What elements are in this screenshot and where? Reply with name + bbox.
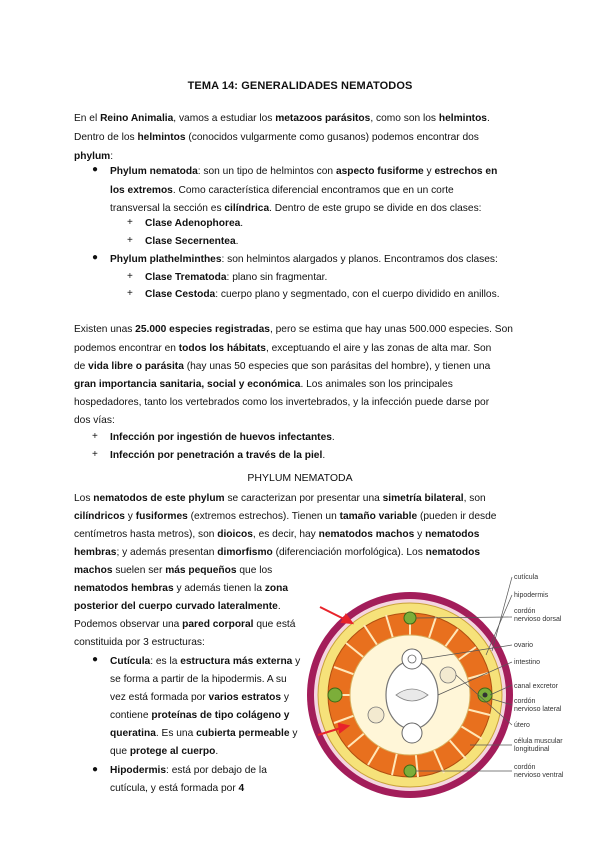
text: : plano sin fragmentar. <box>226 272 328 283</box>
text: En el <box>74 113 101 124</box>
text-bold: nematodos <box>425 529 480 540</box>
text: . <box>235 236 239 247</box>
text: Existen unas <box>74 324 136 335</box>
text: (hay unas 50 especies que son parásitas del hombre), y tienen una <box>183 361 491 372</box>
cuticula-line-2: se forma a partir de la hipodermis. A su <box>110 674 287 685</box>
text-bold: dioicos <box>217 529 253 540</box>
text-bold: Clase Cestoda <box>145 289 216 300</box>
text-bold: Clase Adenophorea <box>145 218 241 229</box>
clase-adenophorea <box>145 214 243 233</box>
text-bold: pared corporal <box>182 619 254 630</box>
text: , pero se estima que hay unas 500.000 especies. Son <box>269 324 513 335</box>
text-bold: los extremos <box>110 185 173 196</box>
para2-line-5: hospedadores, tanto los vertebrados como los invertebrados, y la infección puede darse por <box>74 397 490 408</box>
text-bold: protege al cuerpo <box>129 746 216 757</box>
bullet-dot: ● <box>92 164 99 175</box>
text-bold: cilíndricos <box>74 511 125 522</box>
bullet-dot: ● <box>92 764 99 775</box>
text: cutícula, y está formada por <box>110 783 239 794</box>
text: (conocidos vulgarmente como gusanos) podemos encontrar dos <box>185 132 479 143</box>
dorsal-nerve-cord <box>404 612 416 624</box>
text: vez está formada por <box>110 692 209 703</box>
label-cuticula: cutícula <box>514 574 539 581</box>
text-bold: queratina <box>110 728 156 739</box>
text: . Dentro de este grupo se divide en dos clases: <box>269 203 482 214</box>
text: : es la <box>150 656 181 667</box>
phylum-nematoda-line-2 <box>110 181 550 200</box>
text-bold: Phylum nematoda <box>110 166 198 177</box>
text: que <box>110 746 130 757</box>
cuticula-line-4 <box>110 706 289 725</box>
label-cordon-ventral-1: cordón <box>514 764 536 771</box>
text-bold: 25.000 especies registradas <box>135 324 270 335</box>
ovary-dorsal <box>402 649 422 669</box>
text: (extremos estrechos). Tienen un <box>187 511 340 522</box>
text: y <box>292 656 301 667</box>
para2-line-2 <box>74 339 529 358</box>
para3-line-1 <box>74 489 534 508</box>
label-cordon-ventral-2: nervioso ventral <box>514 772 564 779</box>
ovary-ventral <box>402 723 422 743</box>
infection-route-2 <box>110 446 325 465</box>
text-bold: Clase Trematoda <box>145 272 227 283</box>
text: . <box>322 450 326 461</box>
text: y <box>281 692 289 703</box>
text-bold: nematodos machos <box>318 529 415 540</box>
text-bold: Clase Secernentea <box>145 236 236 247</box>
text: Los <box>74 493 94 504</box>
text: . <box>240 218 244 229</box>
text-bold: Phylum plathelminthes <box>110 254 222 265</box>
label-cordon-lateral-1: cordón <box>514 698 536 705</box>
text: , exceptuando el aire y las zonas de alta mar. Son <box>265 343 492 354</box>
text-bold: gran importancia sanitaria, social y económica <box>74 379 301 390</box>
plus-marker: + <box>127 235 133 246</box>
para2-line-6: dos vías: <box>74 415 115 426</box>
text-bold: Infección por penetración a través de la piel <box>110 450 323 461</box>
bullet-dot: ● <box>92 654 99 665</box>
uterus-right <box>440 667 456 683</box>
text-bold: dimorfismo <box>217 547 273 558</box>
text-bold: simetría bilateral <box>382 493 464 504</box>
text: . <box>215 746 219 757</box>
text-bold: phylum <box>74 151 111 162</box>
text: Podemos observar una <box>74 619 183 630</box>
cuticula-line-3 <box>110 688 289 707</box>
plus-marker: + <box>92 431 98 442</box>
cuticula-line-5 <box>110 724 297 743</box>
text-bold: helmintos <box>438 113 487 124</box>
para3-line-2 <box>74 507 534 526</box>
label-celula-muscular-2: longitudinal <box>514 746 550 753</box>
plus-marker: + <box>127 288 133 299</box>
text-bold: hembras <box>74 547 117 558</box>
text-bold: Infección por ingestión de huevos infectantes <box>110 432 332 443</box>
text-bold: nematodos de este phylum <box>93 493 225 504</box>
plus-marker: + <box>127 217 133 228</box>
text: . Los animales son los principales <box>300 379 453 390</box>
label-cordon-dorsal-1: cordón <box>514 608 536 615</box>
intro-line-2 <box>74 128 529 147</box>
text-bold: machos <box>74 565 113 576</box>
text: podemos encontrar en <box>74 343 179 354</box>
plus-marker: + <box>92 449 98 460</box>
text: : cuerpo plano y segmentado, con el cuerpo dividido en anillos. <box>215 289 500 300</box>
text-bold: Reino Animalia <box>100 113 174 124</box>
text: ; y además presentan <box>116 547 218 558</box>
intro-line-1 <box>74 109 529 128</box>
text-bold: zona <box>264 583 289 594</box>
text: de <box>74 361 89 372</box>
uterus-left <box>368 707 384 723</box>
text-bold: tamaño variable <box>339 511 418 522</box>
phylum-nematoda-line-1 <box>110 162 550 181</box>
para3-line-3 <box>74 525 534 544</box>
cuticula-line-1 <box>110 652 300 671</box>
text: suelen ser <box>112 565 166 576</box>
text: , vamos a estudiar los <box>173 113 276 124</box>
cuticula-line-6 <box>110 742 218 761</box>
text-bold: nematodos <box>425 547 480 558</box>
text-bold: 4 <box>238 783 245 794</box>
text-bold: fusiformes <box>135 511 188 522</box>
hipodermis-line-1 <box>110 761 267 780</box>
clase-cestoda <box>145 285 500 304</box>
text: . <box>486 113 490 124</box>
text: . <box>277 601 281 612</box>
text: y <box>423 166 435 177</box>
para2-line-1 <box>74 320 529 339</box>
text: : <box>110 151 114 162</box>
label-utero: útero <box>514 722 530 729</box>
para2-line-4 <box>74 375 529 394</box>
text: que los <box>236 565 273 576</box>
para3-line-7 <box>74 597 281 616</box>
text-bold: cubierta permeable <box>196 728 290 739</box>
text: y además tienen la <box>173 583 265 594</box>
label-cordon-lateral-2: nervioso lateral <box>514 706 562 713</box>
text: . Es una <box>155 728 197 739</box>
text: y <box>414 529 426 540</box>
label-hipodermis: hipodermis <box>514 592 549 599</box>
text-bold: varios estratos <box>208 692 282 703</box>
text-bold: estructura más externa <box>180 656 293 667</box>
ventral-nerve-cord <box>404 765 416 777</box>
text: contiene <box>110 710 152 721</box>
excretory-canal <box>483 693 488 698</box>
text-bold: metazoos parásitos <box>275 113 371 124</box>
text: . Como característica diferencial encontramos que en un corte <box>172 185 454 196</box>
text-bold: cilíndrica <box>224 203 270 214</box>
label-canal-excretor: canal excretor <box>514 683 558 690</box>
text: Dentro de los <box>74 132 138 143</box>
label-ovario: ovario <box>514 642 534 649</box>
para2-line-3 <box>74 357 529 376</box>
nematode-cross-section-figure <box>300 555 600 835</box>
text-bold: más pequeños <box>165 565 237 576</box>
text-bold: estrechos en <box>434 166 498 177</box>
text: , como son los <box>370 113 439 124</box>
text-bold: aspecto fusiforme <box>335 166 424 177</box>
para3-line-6 <box>74 579 288 598</box>
text: (diferenciación morfológica). Los <box>272 547 426 558</box>
text: (pueden ir desde <box>417 511 497 522</box>
text-bold: Hipodermis <box>110 765 167 776</box>
lateral-nerve-cord-left <box>328 688 342 702</box>
hipodermis-line-2 <box>110 779 244 798</box>
para3-line-5 <box>74 561 272 580</box>
text: centímetros hasta metros), son <box>74 529 218 540</box>
text: y <box>124 511 136 522</box>
label-intestino: intestino <box>514 659 541 666</box>
text: : son un tipo de helmintos con <box>197 166 336 177</box>
text-bold: helmintos <box>137 132 186 143</box>
text-bold: proteínas de tipo colágeno y <box>151 710 290 721</box>
text-bold: vida libre o parásita <box>88 361 184 372</box>
label-celula-muscular-1: célula muscular <box>514 738 563 745</box>
phylum-plathelminthes <box>110 250 550 269</box>
text-bold: Cutícula <box>110 656 151 667</box>
text: : está por debajo de la <box>166 765 267 776</box>
label-cordon-dorsal-2: nervioso dorsal <box>514 616 562 623</box>
text: , son <box>463 493 486 504</box>
para3-line-8 <box>74 615 295 634</box>
plus-marker: + <box>127 271 133 282</box>
text-bold: todos los hábitats <box>178 343 266 354</box>
infection-route-1 <box>110 428 335 447</box>
text: transversal la sección es <box>110 203 225 214</box>
text: que está <box>253 619 296 630</box>
text: : son helmintos alargados y planos. Encontramos dos clases: <box>221 254 498 265</box>
text: , es decir, hay <box>252 529 319 540</box>
text-bold: posterior del cuerpo curvado lateralmente <box>74 601 278 612</box>
text-bold: nematodos hembras <box>74 583 174 594</box>
para3-line-9: constituida por 3 estructuras: <box>74 637 205 648</box>
text: y <box>289 728 298 739</box>
page-title: TEMA 14: GENERALIDADES NEMATODOS <box>187 80 413 92</box>
clase-secernentea <box>145 232 238 251</box>
section-title: PHYLUM NEMATODA <box>247 472 353 484</box>
text: . <box>331 432 335 443</box>
bullet-dot: ● <box>92 252 99 263</box>
text: se caracterizan por presentar una <box>224 493 383 504</box>
